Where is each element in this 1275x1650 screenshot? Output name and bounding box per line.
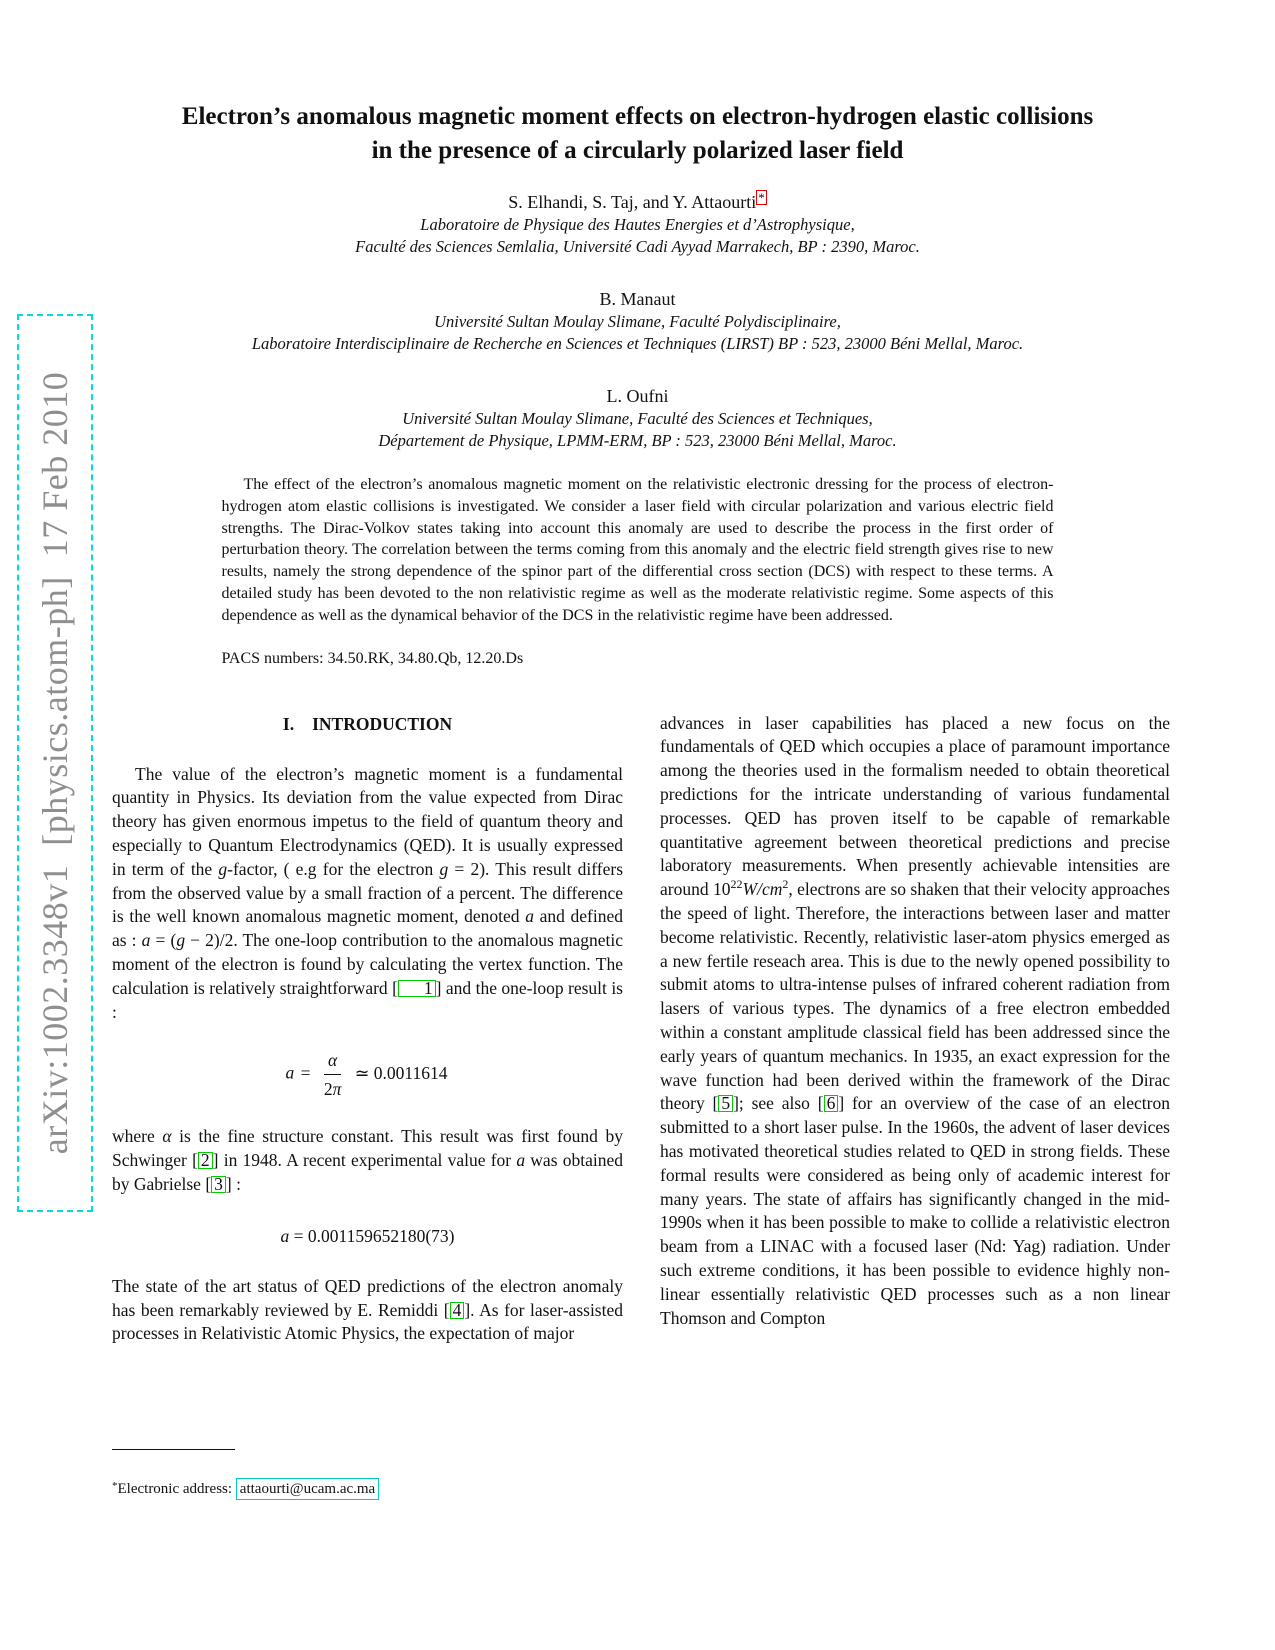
citation: [ 6 ]: [817, 1093, 845, 1114]
text-segment: The value of the electron’s magnetic moment is a fundamental quantity in Physics. Its deviation from the value expected from Dirac theory has given enormous impetus to the field of quantum theory and especially to Quantum Electrodynamics (QED). It is usually expressed in term of the: [112, 763, 623, 879]
text-segment: and defined as :: [112, 906, 623, 951]
affiliation-line: Faculté des Sciences Semlalia, Université Cadi Ayyad Marrakech, BP : 2390, Maroc.: [355, 237, 920, 256]
text-segment: 2: [782, 877, 789, 892]
citation-link-1[interactable]: 1: [398, 980, 436, 997]
equals-sign: =: [300, 1062, 311, 1083]
footnote: [112, 1476, 623, 1500]
text-segment: was obtained by Gabrielse: [112, 1150, 623, 1194]
right-column: [660, 712, 1170, 1331]
fraction-numerator: α: [324, 1048, 342, 1075]
title-block: [0, 0, 1275, 452]
equation-experimental-value: [112, 1224, 623, 1248]
text-segment: g: [218, 858, 228, 879]
author-names: S. Elhandi, S. Taj, and Y. Attaourti: [508, 192, 757, 212]
denominator-variable: π: [332, 1079, 342, 1100]
citation-link-2[interactable]: 2: [198, 1152, 213, 1169]
two-column-body: [112, 712, 1170, 1347]
fraction-denominator: [324, 1075, 342, 1101]
text-segment: ; see also: [738, 1093, 818, 1114]
citation-link-3[interactable]: 3: [211, 1176, 226, 1193]
equation-rhs: ≃ 0.0011614: [354, 1062, 448, 1083]
text-segment: , electrons are so shaken that their velocity approaches the speed of light. Therefore, the interactions between laser and matter become relativistic. Recently, relativistic laser-atom physics emerged as a new fertile reseach area. This is due to the newly opened possibility to submit atoms to ultra-intense pulses of infrared coherent radiation from lasers of various types. The dynamics of a free electron embedded within a constant amplitude classical field has been addressed since the early years of quantum mechanics. In 1935, an exact expression for the wave function had been derived within the framework of the Dirac theory: [660, 879, 1170, 1114]
affiliation-line: Département de Physique, LPMM-ERM, BP : 523, 23000 Béni Mellal, Maroc.: [378, 431, 897, 450]
citation-link-6[interactable]: 6: [824, 1095, 839, 1112]
citation-link-4[interactable]: 4: [450, 1302, 465, 1319]
citation: [ 3 ]: [205, 1173, 232, 1194]
equation-lhs: a: [285, 1062, 295, 1083]
author-group: [0, 287, 1275, 355]
fraction: [324, 1048, 342, 1101]
equation-one-loop: [112, 1048, 623, 1101]
paper-title-line1: Electron’s anomalous magnetic moment effects on electron-hydrogen elastic collisions: [181, 103, 1094, 130]
pacs-line: PACS numbers: 34.50.RK, 34.80.Qb, 12.20.Ds: [221, 649, 524, 667]
abstract-text: The effect of the electron’s anomalous magnetic moment on the relativistic electronic dressing for the process of electron-hydrogen atom elastic collisions is investigated. We consider a laser field with circular polarization and various electric field strengths. The Dirac-Volkov states taking into account this anomaly are used to describe the process in the first order of perturbation theory. The correlation between the terms coming from this anomaly and the electric field strength gives rise to new results, namely the strong dependence of the spinor part of the differential cross section (DCS) with respect to these terms. A detailed study has been devoted to the non relativistic regime as well as the moderate relativistic regime. Some aspects of this dependence as well as the dynamical behavior of the DCS in the relativistic regime have been addressed.: [221, 476, 1054, 624]
text-segment: for an overview of the case of an electron submitted to a short laser pulse. In the 1960s, the advent of laser devices has motivated theoretical studies related to QED in strong fields. These formal results were considered as being only of academic interest for many years. The state of affairs has significantly changed in the mid-1990s when it has been possible to make to collide a relativistic electron beam from a LINAC with a focused laser (Nd: Yag) radiation. Under such extreme conditions, it has been possible to evidence highly non-linear essentially relativistic QED processes such as a non linear Thomson and Compton: [660, 1093, 1170, 1328]
text-segment: − 2)/2. The one-loop contribution to the anomalous magnetic moment of the electron is found by calculating the vertex function. The calculation is relatively straightforward: [112, 930, 623, 998]
text-segment: -factor, ( e.g for the electron: [227, 858, 440, 879]
paper-title-line2: in the presence of a circularly polarized laser field: [371, 137, 904, 164]
citation-link-5[interactable]: 5: [718, 1095, 733, 1112]
paragraph: [112, 1125, 623, 1196]
text-segment: W/cm: [742, 879, 783, 900]
text-segment: and the one-loop result is :: [112, 977, 623, 1022]
paragraph: [660, 712, 1170, 1331]
paper-title: [110, 100, 1165, 168]
text-segment: g: [176, 930, 186, 951]
citation: [ 4 ]: [443, 1299, 471, 1320]
affiliation-line: Université Sultan Moulay Slimane, Faculté des Sciences et Techniques,: [402, 409, 873, 428]
text-segment: in 1948. A recent experimental value for: [218, 1150, 517, 1171]
arxiv-watermark-text: arXiv:1002.3348v1 [physics.atom-ph] 17 Feb 2010: [35, 371, 75, 1155]
affiliation-line: Laboratoire Interdisciplinaire de Recherche en Sciences et Techniques (LIRST) BP : 523, 23000 Béni Mellal, Maroc.: [251, 334, 1024, 353]
arxiv-watermark-link[interactable]: [17, 314, 93, 1212]
abstract: [222, 474, 1054, 627]
text-segment: :: [231, 1173, 241, 1194]
text-segment: is the fine structure constant. This result was first found by Schwinger: [112, 1126, 623, 1171]
text-segment: advances in laser capabilities has placed a new focus on the fundamentals of QED which occupies a place of paramount importance among the theories used in the formalism needed to obtain theoretical predictions for the intricate understanding of various fundamental processes. QED has proven itself to be capable of remarkable quantitative agreement between theoretical predictions and precise laboratory measurements. When presently achievable intensities are around 10: [660, 712, 1170, 900]
text-segment: = 2). This result differs from the observed value by a small fraction of a percent. The difference is the well known anomalous magnetic moment, denoted: [112, 858, 623, 927]
section-title: INTRODUCTION: [312, 713, 453, 734]
author-group: [0, 384, 1275, 452]
email-link[interactable]: attaourti@ucam.ac.ma: [236, 1478, 379, 1500]
text-segment: α: [162, 1126, 172, 1147]
text-segment: a: [141, 930, 151, 951]
text-segment: a: [525, 906, 534, 927]
section-heading: [112, 712, 623, 736]
text-segment: g: [439, 858, 449, 879]
affiliation-line: Université Sultan Moulay Slimane, Faculté Polydisciplinaire,: [434, 312, 841, 331]
footnote-rule: [112, 1449, 235, 1450]
text-segment: = 0.001159652180(73): [289, 1225, 455, 1246]
footnote-marker-link[interactable]: *: [758, 190, 765, 205]
paragraph: [112, 1275, 623, 1346]
text-segment: a: [516, 1150, 526, 1171]
text-segment: 22: [730, 877, 743, 892]
citation: [ 5 ]: [712, 1093, 739, 1114]
section-number: I.: [282, 713, 295, 734]
footnote-label: Electronic address:: [117, 1481, 236, 1497]
footnote-marker: *: [112, 1480, 118, 1492]
text-segment: where: [112, 1126, 163, 1147]
text-segment: a: [280, 1225, 290, 1246]
author-names: B. Manaut: [599, 289, 676, 309]
paragraph: [112, 763, 623, 1025]
author-names: L. Oufni: [606, 386, 669, 406]
citation: [ 2 ]: [192, 1150, 219, 1171]
text-segment: The state of the art status of QED predictions of the electron anomaly has been remarkably reviewed by E. Remiddi: [112, 1275, 623, 1320]
text-segment: = (: [150, 930, 177, 951]
text-segment: . As for laser-assisted processes in Relativistic Atomic Physics, the expectation of major: [112, 1299, 623, 1344]
authors-line: [0, 190, 1275, 214]
affiliation-line: Laboratoire de Physique des Hautes Energies et d’Astrophysique,: [420, 215, 855, 234]
footnote-area: [112, 1449, 623, 1500]
left-column: [112, 712, 623, 1347]
denominator-coefficient: 2: [323, 1079, 333, 1100]
citation: [ 1 ]: [392, 977, 442, 998]
